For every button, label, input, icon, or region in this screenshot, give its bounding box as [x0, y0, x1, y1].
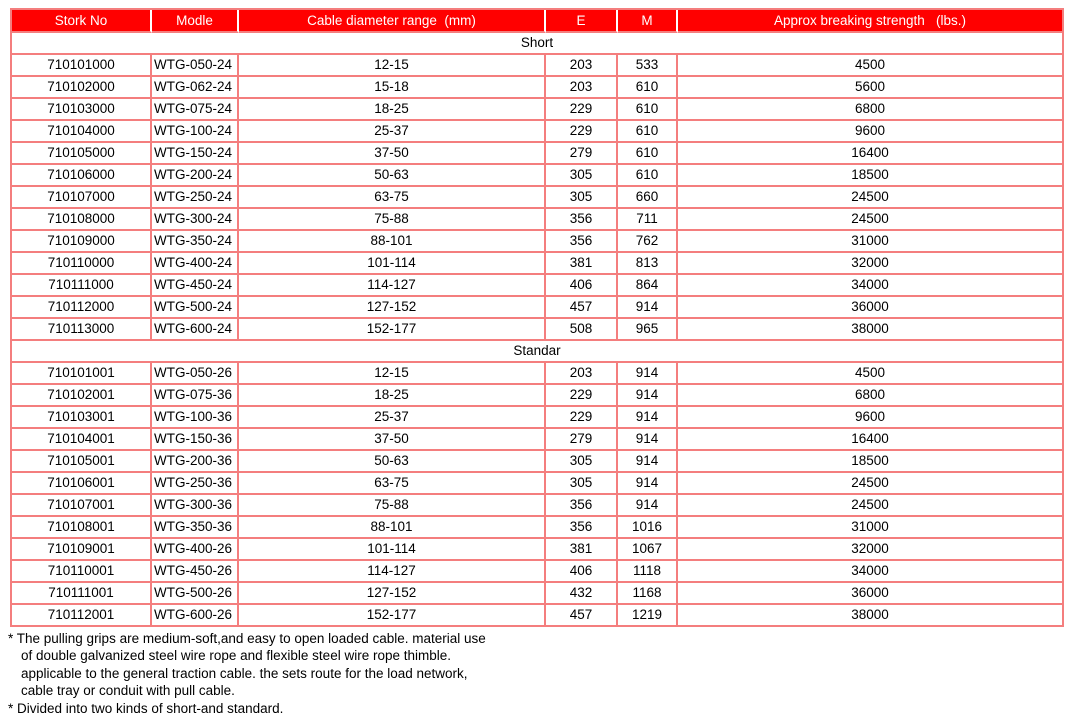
cell: 610: [618, 77, 678, 99]
cell: 75-88: [239, 495, 546, 517]
cell: 710109000: [12, 231, 152, 253]
cell: 710110001: [12, 561, 152, 583]
cell: 508: [546, 319, 618, 341]
cell: WTG-600-24: [152, 319, 239, 341]
cell: 101-114: [239, 539, 546, 561]
cell: 710103001: [12, 407, 152, 429]
cell: 610: [618, 99, 678, 121]
cell: 63-75: [239, 473, 546, 495]
cell: 356: [546, 495, 618, 517]
cell: 34000: [678, 561, 1062, 583]
cell: 914: [618, 363, 678, 385]
cell: 1219: [618, 605, 678, 625]
cell: 914: [618, 451, 678, 473]
cell: WTG-500-26: [152, 583, 239, 605]
column-header-2: Cable diameter range (mm): [239, 10, 546, 33]
cell: 75-88: [239, 209, 546, 231]
cell: 914: [618, 495, 678, 517]
cell: 305: [546, 451, 618, 473]
cell: 24500: [678, 495, 1062, 517]
cell: WTG-300-24: [152, 209, 239, 231]
cell: 457: [546, 605, 618, 625]
cell: 710110000: [12, 253, 152, 275]
cell: 37-50: [239, 429, 546, 451]
cell: WTG-050-24: [152, 55, 239, 77]
table-row: [12, 55, 1062, 77]
cell: 1118: [618, 561, 678, 583]
cell: 24500: [678, 187, 1062, 209]
cell: 36000: [678, 583, 1062, 605]
cell: WTG-100-24: [152, 121, 239, 143]
cell: 406: [546, 561, 618, 583]
table-row: [12, 231, 1062, 253]
cell: 710112000: [12, 297, 152, 319]
cell: 18500: [678, 165, 1062, 187]
cell: 711: [618, 209, 678, 231]
table-row: [12, 473, 1062, 495]
cell: 4500: [678, 363, 1062, 385]
header-row: [12, 10, 1062, 33]
cell: 31000: [678, 231, 1062, 253]
cell: 38000: [678, 319, 1062, 341]
table-row: [12, 429, 1062, 451]
cell: 610: [618, 165, 678, 187]
cell: 356: [546, 209, 618, 231]
cell: 710101001: [12, 363, 152, 385]
cell: WTG-200-36: [152, 451, 239, 473]
cell: 63-75: [239, 187, 546, 209]
cell: 9600: [678, 407, 1062, 429]
cell: 864: [618, 275, 678, 297]
table-row: [12, 385, 1062, 407]
footnote-line: cable tray or conduit with pull cable.: [21, 683, 235, 699]
cell: 381: [546, 539, 618, 561]
cell: 432: [546, 583, 618, 605]
table-row: [12, 275, 1062, 297]
section-label: Short: [12, 33, 1062, 55]
footnote-line: * The pulling grips are medium-soft,and easy to open loaded cable. material use: [8, 631, 486, 646]
cell: 203: [546, 55, 618, 77]
column-header-1: Modle: [152, 10, 239, 33]
cell: 203: [546, 77, 618, 99]
cell: 16400: [678, 143, 1062, 165]
cell: WTG-400-26: [152, 539, 239, 561]
footnote-line: * Divided into two kinds of short-and standard.: [8, 700, 284, 716]
cell: 710111001: [12, 583, 152, 605]
cell: 356: [546, 517, 618, 539]
table-row: [12, 561, 1062, 583]
cell: 18-25: [239, 385, 546, 407]
cell: 660: [618, 187, 678, 209]
cell: 710105001: [12, 451, 152, 473]
cell: 34000: [678, 275, 1062, 297]
cell: 710113000: [12, 319, 152, 341]
cell: 381: [546, 253, 618, 275]
cell: WTG-500-24: [152, 297, 239, 319]
column-header-4: M: [618, 10, 678, 33]
table-row: [12, 363, 1062, 385]
footnote-line: applicable to the general traction cable. the sets route for the load network,: [21, 665, 468, 681]
cell: 229: [546, 99, 618, 121]
cell: 25-37: [239, 407, 546, 429]
cell: 36000: [678, 297, 1062, 319]
cell: 710104001: [12, 429, 152, 451]
cell: WTG-250-24: [152, 187, 239, 209]
cell: WTG-100-36: [152, 407, 239, 429]
cell: 88-101: [239, 517, 546, 539]
cell: 610: [618, 121, 678, 143]
table-row: [12, 165, 1062, 187]
section-row: [12, 33, 1062, 55]
cell: 229: [546, 407, 618, 429]
cell: 762: [618, 231, 678, 253]
cell: 914: [618, 297, 678, 319]
cell: 32000: [678, 539, 1062, 561]
cell: WTG-300-36: [152, 495, 239, 517]
cell: 710109001: [12, 539, 152, 561]
cell: 24500: [678, 473, 1062, 495]
cell: WTG-350-24: [152, 231, 239, 253]
table-body: [12, 33, 1062, 625]
table-row: [12, 143, 1062, 165]
table-row: [12, 539, 1062, 561]
cell: 813: [618, 253, 678, 275]
cell: WTG-150-24: [152, 143, 239, 165]
cell: 710111000: [12, 275, 152, 297]
cell: 101-114: [239, 253, 546, 275]
table-row: [12, 451, 1062, 473]
cell: 12-15: [239, 363, 546, 385]
cell: 710112001: [12, 605, 152, 625]
cell: 914: [618, 473, 678, 495]
table-row: [12, 297, 1062, 319]
cell: 1168: [618, 583, 678, 605]
table-row: [12, 583, 1062, 605]
cell: WTG-200-24: [152, 165, 239, 187]
footnotes: [8, 630, 1070, 717]
cell: 15-18: [239, 77, 546, 99]
cell: 6800: [678, 385, 1062, 407]
cell: 12-15: [239, 55, 546, 77]
table-row: [12, 605, 1062, 625]
cell: 305: [546, 473, 618, 495]
cell: 50-63: [239, 451, 546, 473]
cell: 18-25: [239, 99, 546, 121]
cell: 6800: [678, 99, 1062, 121]
cell: 710108001: [12, 517, 152, 539]
table-row: [12, 77, 1062, 99]
cell: 114-127: [239, 275, 546, 297]
cell: 965: [618, 319, 678, 341]
cell: 152-177: [239, 319, 546, 341]
cell: WTG-450-26: [152, 561, 239, 583]
column-header-5: Approx breaking strength (lbs.): [678, 10, 1062, 33]
cell: 127-152: [239, 297, 546, 319]
section-row: [12, 341, 1062, 363]
spec-table: [10, 8, 1064, 627]
cell: 710102001: [12, 385, 152, 407]
cell: 305: [546, 187, 618, 209]
cell: 710105000: [12, 143, 152, 165]
cell: 710106001: [12, 473, 152, 495]
table-row: [12, 121, 1062, 143]
cell: 610: [618, 143, 678, 165]
section-label: Standar: [12, 341, 1062, 363]
cell: WTG-075-24: [152, 99, 239, 121]
cell: 24500: [678, 209, 1062, 231]
cell: 114-127: [239, 561, 546, 583]
table-row: [12, 319, 1062, 341]
column-header-3: E: [546, 10, 618, 33]
cell: 710108000: [12, 209, 152, 231]
cell: 710107001: [12, 495, 152, 517]
cell: 25-37: [239, 121, 546, 143]
cell: 279: [546, 143, 618, 165]
cell: 88-101: [239, 231, 546, 253]
cell: 305: [546, 165, 618, 187]
cell: 31000: [678, 517, 1062, 539]
cell: 203: [546, 363, 618, 385]
cell: 4500: [678, 55, 1062, 77]
cell: WTG-075-36: [152, 385, 239, 407]
cell: 710101000: [12, 55, 152, 77]
cell: 5600: [678, 77, 1062, 99]
cell: 152-177: [239, 605, 546, 625]
column-header-0: Stork No: [12, 10, 152, 33]
table-row: [12, 187, 1062, 209]
footnote-line: of double galvanized steel wire rope and flexible steel wire rope thimble.: [21, 648, 451, 664]
table-row: [12, 99, 1062, 121]
cell: WTG-150-36: [152, 429, 239, 451]
cell: WTG-050-26: [152, 363, 239, 385]
cell: 37-50: [239, 143, 546, 165]
cell: 356: [546, 231, 618, 253]
cell: 710106000: [12, 165, 152, 187]
cell: 1067: [618, 539, 678, 561]
cell: 710102000: [12, 77, 152, 99]
cell: 914: [618, 385, 678, 407]
cell: WTG-400-24: [152, 253, 239, 275]
cell: 710107000: [12, 187, 152, 209]
cell: 710103000: [12, 99, 152, 121]
cell: 16400: [678, 429, 1062, 451]
cell: 18500: [678, 451, 1062, 473]
table-row: [12, 407, 1062, 429]
cell: 229: [546, 121, 618, 143]
cell: WTG-450-24: [152, 275, 239, 297]
cell: 533: [618, 55, 678, 77]
table-row: [12, 253, 1062, 275]
cell: 38000: [851, 607, 889, 622]
cell: 406: [546, 275, 618, 297]
cell: WTG-062-24: [152, 77, 239, 99]
cell: 50-63: [239, 165, 546, 187]
cell: 127-152: [239, 583, 546, 605]
cell: 229: [546, 385, 618, 407]
cell: 914: [618, 429, 678, 451]
table-row: [12, 495, 1062, 517]
cell: 457: [546, 297, 618, 319]
cell: 32000: [678, 253, 1062, 275]
cell: 1016: [618, 517, 678, 539]
cell: WTG-350-36: [152, 517, 239, 539]
cell: 710104000: [12, 121, 152, 143]
table-row: [12, 209, 1062, 231]
cell: 9600: [678, 121, 1062, 143]
cell: WTG-600-26: [152, 605, 239, 625]
cell: 279: [546, 429, 618, 451]
cell: 914: [618, 407, 678, 429]
table-row: [12, 517, 1062, 539]
cell: WTG-250-36: [152, 473, 239, 495]
